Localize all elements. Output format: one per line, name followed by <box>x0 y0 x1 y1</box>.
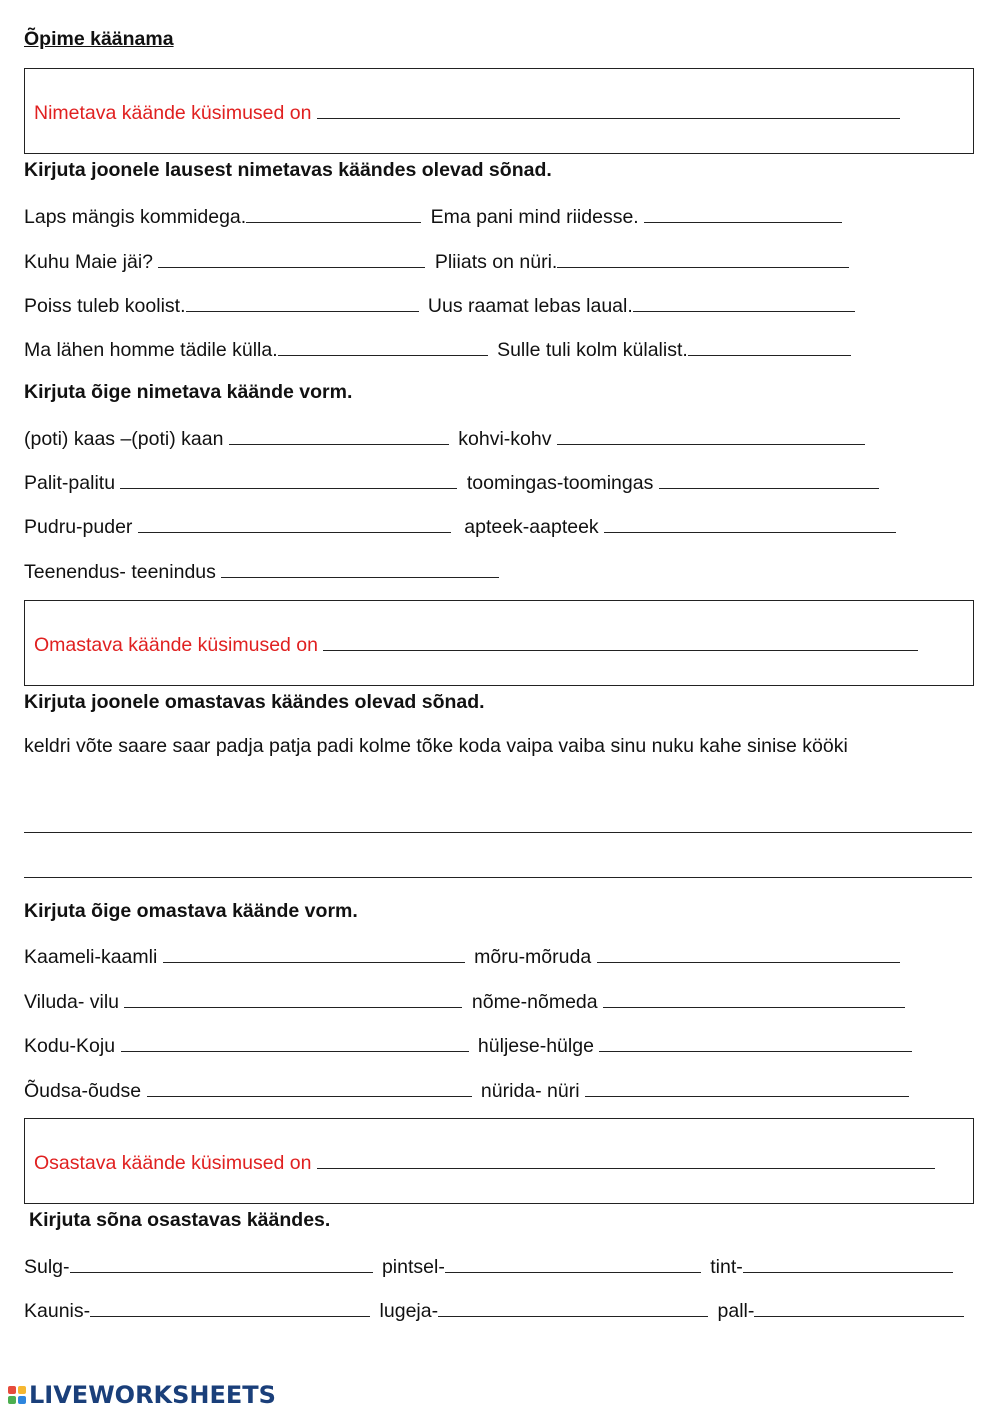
genitive-answer-blank[interactable] <box>323 631 918 651</box>
answer-blank[interactable] <box>438 1297 708 1317</box>
exercise-row <box>24 292 855 318</box>
exercise-row <box>24 1253 953 1279</box>
task-heading: Kirjuta joonele lausest nimetavas käändes olevad sõnad. <box>24 159 552 181</box>
exercise-prompt: Õudsa-õudse <box>24 1080 142 1102</box>
answer-blank[interactable] <box>158 248 425 268</box>
exercise-prompt: lugeja- <box>379 1300 439 1322</box>
exercise-prompt: Sulle tuli kolm külalist. <box>497 339 688 361</box>
exercise-row <box>24 336 851 362</box>
partitive-question-box <box>24 1118 974 1204</box>
exercise-prompt: Sulg- <box>24 1256 70 1278</box>
page-title: Õpime käänama <box>24 28 174 50</box>
answer-blank[interactable] <box>604 513 896 533</box>
exercise-prompt: (poti) kaas –(poti) kaan <box>24 428 224 450</box>
exercise-prompt: toomingas-toomingas <box>466 472 654 494</box>
exercise-prompt: Kuhu Maie jäi? <box>24 251 153 273</box>
exercise-row <box>24 558 499 584</box>
exercise-row <box>24 425 865 451</box>
partitive-question-label: Osastava käände küsimused on <box>34 1149 935 1175</box>
exercise-prompt: Teenendus- teenindus <box>24 561 216 583</box>
logo-text: LIVEWORKSHEETS <box>29 1381 276 1409</box>
exercise-prompt: nürida- nüri <box>480 1080 580 1102</box>
answer-blank[interactable] <box>557 425 865 445</box>
exercise-prompt: Kodu-Koju <box>24 1035 116 1057</box>
exercise-prompt: Pudru-puder <box>24 516 133 538</box>
exercise-prompt: Pliiats on nüri. <box>434 251 558 273</box>
answer-blank[interactable] <box>603 988 905 1008</box>
exercise-row <box>24 469 879 495</box>
answer-blank[interactable] <box>246 203 421 223</box>
exercise-prompt: Laps mängis kommidega. <box>24 206 247 228</box>
exercise-prompt: Ema pani mind riidesse. <box>430 206 639 228</box>
exercise-prompt: kohvi-kohv <box>458 428 552 450</box>
partitive-answer-blank[interactable] <box>317 1149 935 1169</box>
answer-blank[interactable] <box>743 1253 953 1273</box>
answer-blank[interactable] <box>121 1032 469 1052</box>
genitive-question-label: Omastava käände küsimused on <box>34 631 918 657</box>
exercise-prompt: Ma lähen homme tädile külla. <box>24 339 278 361</box>
exercise-prompt: Palit-palitu <box>24 472 116 494</box>
answer-blank[interactable] <box>229 425 449 445</box>
answer-blank[interactable] <box>644 203 842 223</box>
task-heading: Kirjuta õige omastava käände vorm. <box>24 900 358 922</box>
answer-blank[interactable] <box>90 1297 370 1317</box>
exercise-row <box>24 248 849 274</box>
answer-blank[interactable] <box>120 469 457 489</box>
answer-blank[interactable] <box>557 248 849 268</box>
exercise-prompt: Uus raamat lebas laual. <box>427 295 633 317</box>
answer-blank[interactable] <box>278 336 488 356</box>
exercise-prompt: Viluda- vilu <box>24 991 120 1013</box>
exercise-prompt: apteek-aapteek <box>464 516 599 538</box>
answer-blank[interactable] <box>124 988 462 1008</box>
answer-blank[interactable] <box>688 336 851 356</box>
answer-blank[interactable] <box>599 1032 912 1052</box>
task-heading: Kirjuta sõna osastavas käändes. <box>29 1209 331 1231</box>
nominative-answer-blank[interactable] <box>317 99 900 119</box>
answer-line[interactable] <box>24 877 972 878</box>
exercise-row <box>24 203 842 229</box>
answer-blank[interactable] <box>221 558 499 578</box>
answer-blank[interactable] <box>138 513 451 533</box>
exercise-prompt: nõme-nõmeda <box>471 991 598 1013</box>
answer-blank[interactable] <box>186 292 419 312</box>
answer-blank[interactable] <box>597 943 900 963</box>
exercise-prompt: hüljese-hülge <box>477 1035 594 1057</box>
exercise-prompt: Kaameli-kaamli <box>24 946 158 968</box>
exercise-prompt: Poiss tuleb koolist. <box>24 295 186 317</box>
exercise-row <box>24 513 896 539</box>
answer-blank[interactable] <box>445 1253 701 1273</box>
exercise-row <box>24 988 905 1014</box>
answer-blank[interactable] <box>585 1077 909 1097</box>
nominative-question-label: Nimetava käände küsimused on <box>34 99 900 125</box>
answer-blank[interactable] <box>70 1253 373 1273</box>
genitive-question-box <box>24 600 974 686</box>
answer-blank[interactable] <box>633 292 855 312</box>
logo-blocks-icon <box>8 1386 26 1404</box>
exercise-row <box>24 943 900 969</box>
answer-blank[interactable] <box>659 469 879 489</box>
nominative-question-box <box>24 68 974 154</box>
task-heading: Kirjuta joonele omastavas käändes olevad sõnad. <box>24 691 485 713</box>
word-list-paragraph: keldri võte saare saar padja patja padi kolme tõke koda vaipa vaiba sinu nuku kahe sinise kööki <box>24 735 848 757</box>
exercise-prompt: pintsel- <box>381 1256 445 1278</box>
exercise-row <box>24 1297 964 1323</box>
exercise-prompt: tint- <box>710 1256 743 1278</box>
exercise-prompt: mõru-mõruda <box>474 946 592 968</box>
exercise-row <box>24 1077 909 1103</box>
answer-blank[interactable] <box>147 1077 472 1097</box>
exercise-prompt: pall- <box>717 1300 755 1322</box>
task-heading: Kirjuta õige nimetava käände vorm. <box>24 381 353 403</box>
answer-blank[interactable] <box>754 1297 964 1317</box>
answer-line[interactable] <box>24 832 972 833</box>
exercise-prompt: Kaunis- <box>24 1300 91 1322</box>
liveworksheets-logo <box>8 1381 276 1409</box>
answer-blank[interactable] <box>163 943 465 963</box>
exercise-row <box>24 1032 912 1058</box>
